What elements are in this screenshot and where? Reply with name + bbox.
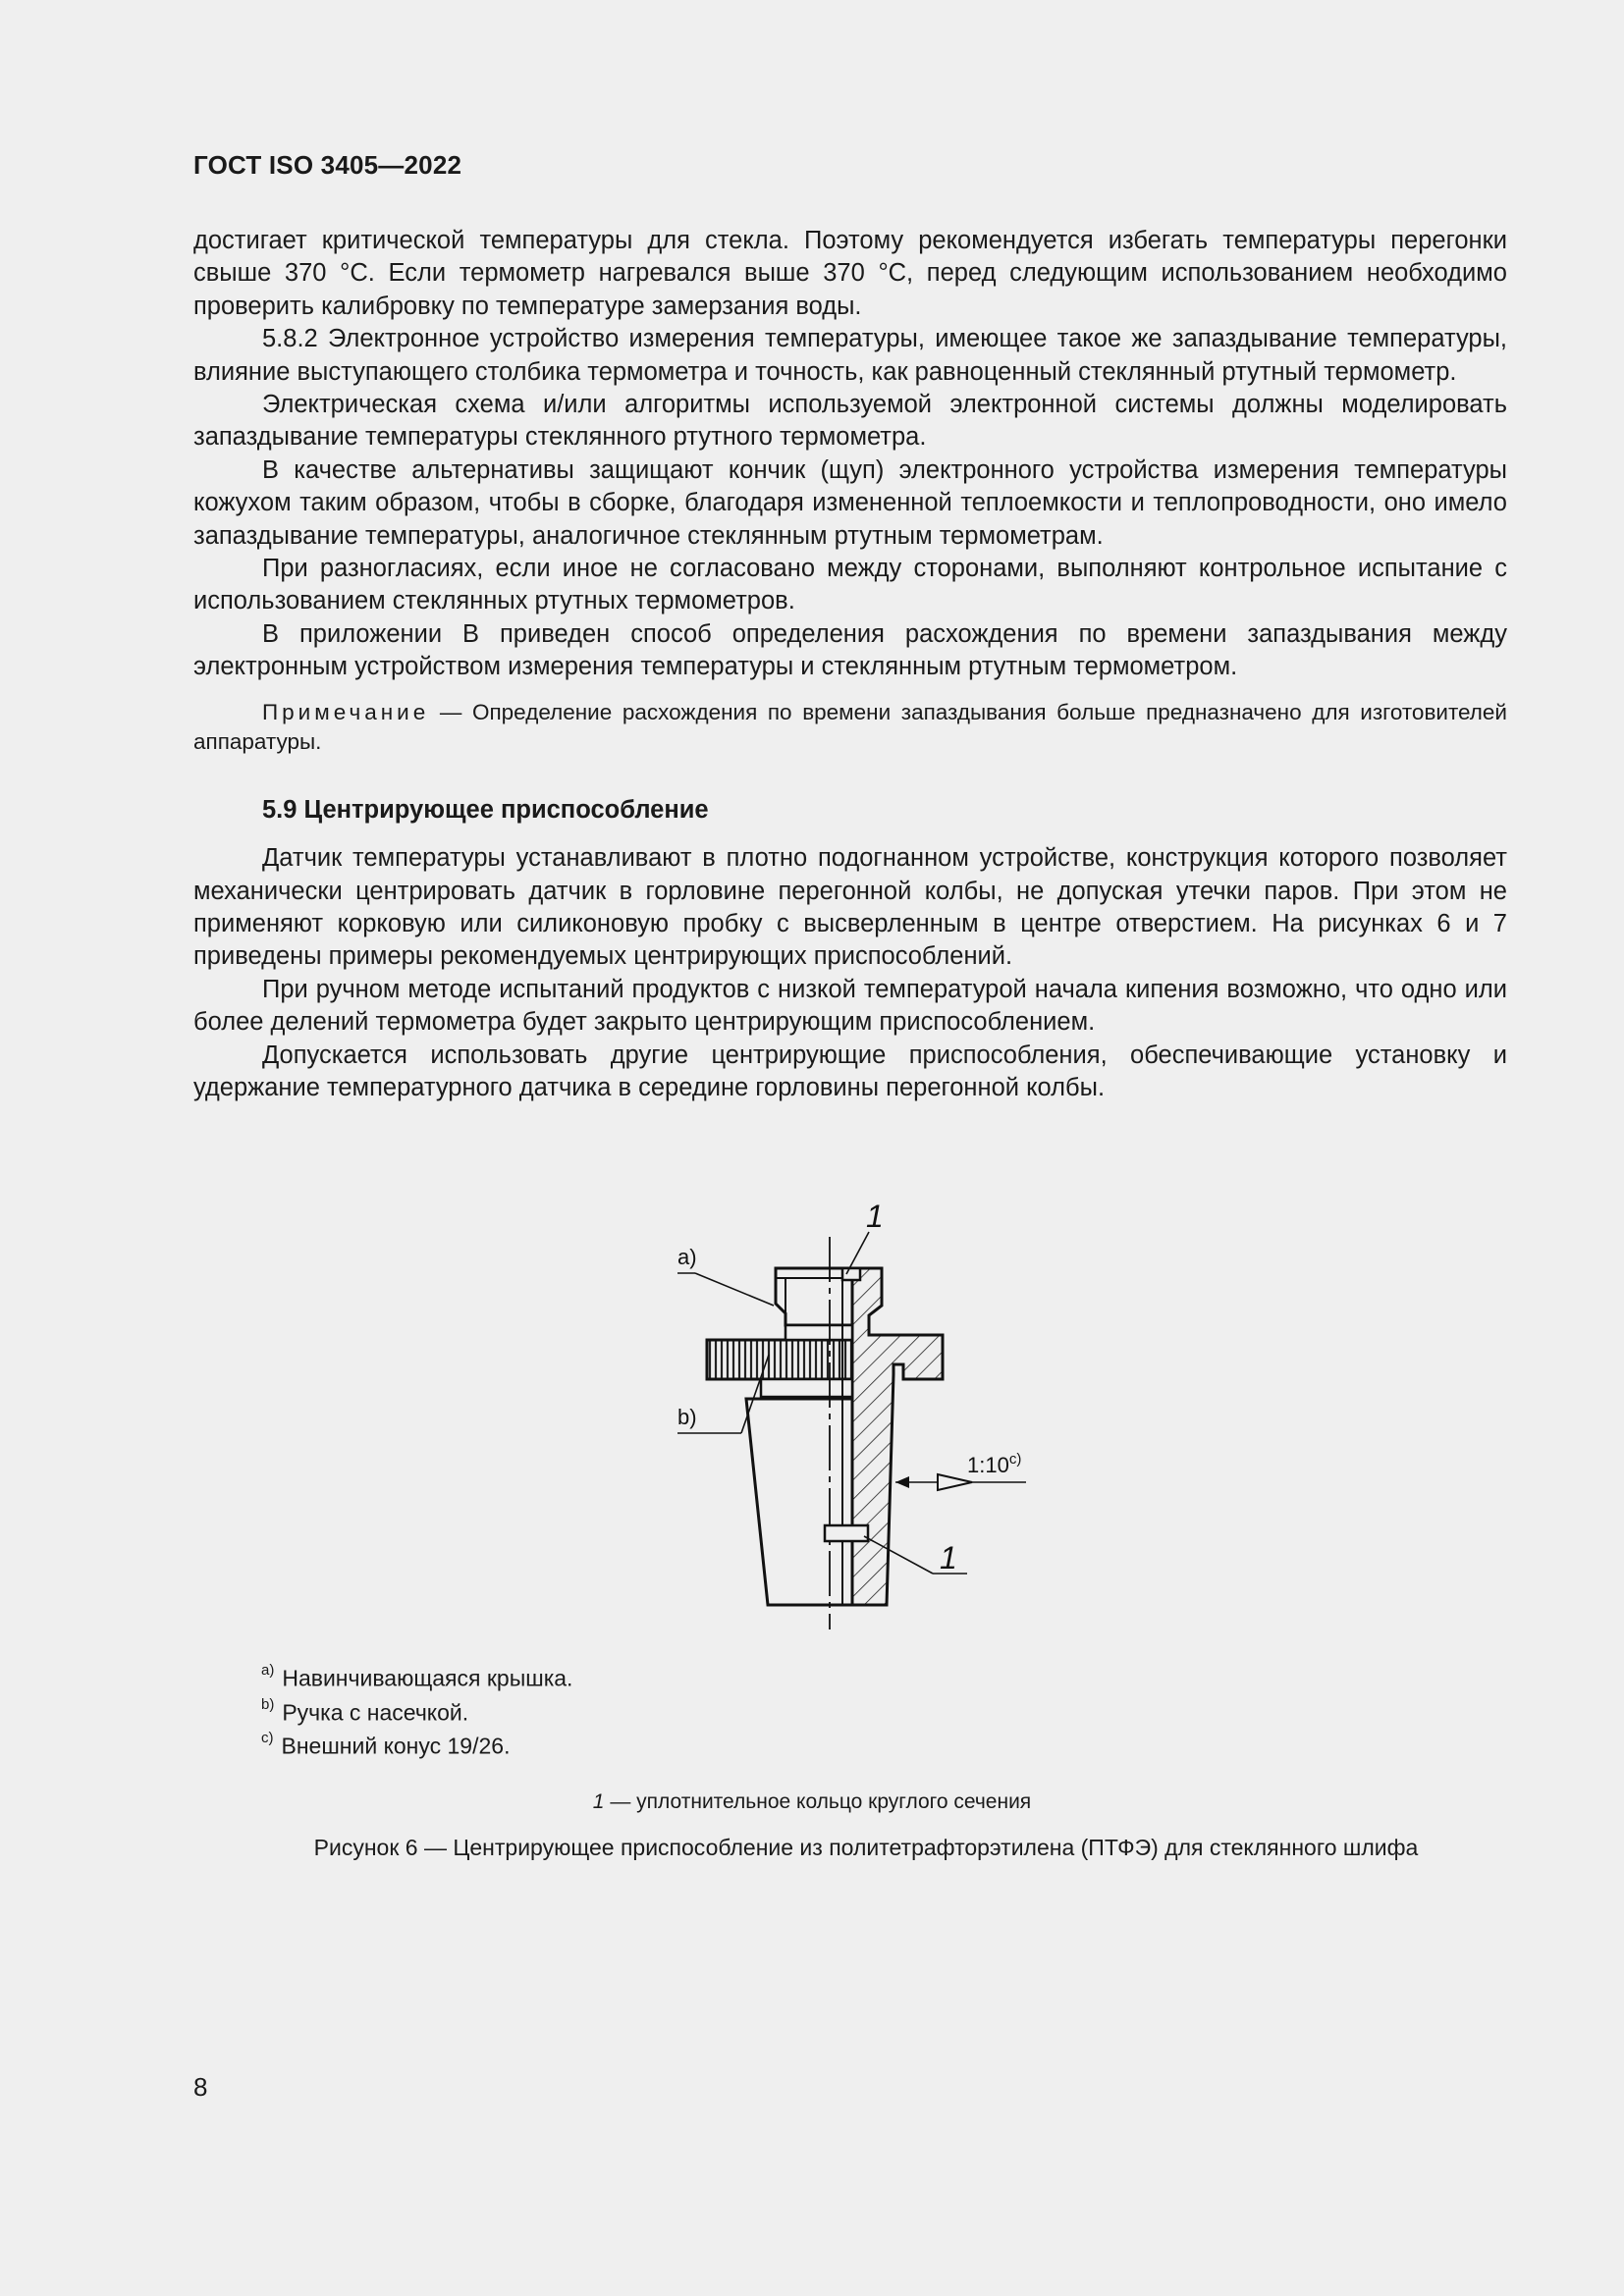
note-label: Примечание [262,699,430,724]
footnote-text: Внешний конус 19/26. [281,1733,511,1759]
footnote-mark: b) [261,1695,275,1713]
footnote-a [261,1659,572,1693]
taper-ratio: 1:10 [967,1453,1009,1477]
legend-text: — уплотнительное кольцо круглого сечения [604,1790,1032,1813]
paragraph-5-8-2: 5.8.2 Электронное устройство измерения температуры, имеющее такое же запаздывание температуры, влияние выступающего столбика термометра и точность, как равноценный стеклянный ртутный термометр. [193,325,1507,386]
figure-footnotes [261,1659,572,1761]
footnote-mark: c) [261,1730,274,1747]
body-text [193,225,1507,1104]
paragraph-sensor: Датчик температуры устанавливают в плотно подогнанном устройстве, конструкция которого позволяет механически центрировать датчик в горловине перегонной колбы, не допуская утечки паров. При этом не применяют корковую или силиконовую пробку с высверленным в центре отверстием. На рисунках 6 и 7 приведены примеры рекомендуемых центрирующих приспособлений. [193,844,1507,971]
paragraph-other-devices: Допускается использовать другие центрирующие приспособления, обеспечивающие установку и удержание температурного датчика в середине горловины перегонной колбы. [193,1041,1507,1101]
footnote-text: Навинчивающаяся крышка. [282,1665,573,1691]
note [193,698,1507,757]
handle-collar [761,1379,852,1397]
taper-footnote-mark: c) [1008,1451,1022,1468]
legend-number: 1 [592,1790,605,1813]
screw-cap [776,1268,852,1325]
note-text: — Определение расхождения по времени запаздывания больше предназначено для изготовителей аппаратуры. [193,699,1507,754]
page-number: 8 [193,2072,208,2102]
o-ring-top [842,1268,860,1280]
label-b: b) [677,1405,697,1429]
figure-caption: Рисунок 6 — Центрирующее приспособление из политетрафторэтилена (ПТФЭ) для стеклянного шлифа [313,1835,1419,1860]
outer-cone-left [746,1399,852,1605]
taper-arrowhead [895,1476,909,1488]
section-title-5-9: 5.9 Центрирующее приспособление [262,795,709,824]
paragraph-1: достигает критической температуры для стекла. Поэтому рекомендуется избегать температуры перегонки свыше 370 °С. Если термометр нагревался выше 370 °С, перед следующим использованием необходимо проверить калибровку по температуре замерзания воды. [193,227,1507,320]
paragraph-manual-method: При ручном методе испытаний продуктов с низкой температурой начала кипения возможно, что одно или более делений термометра будет закрыто центрирующим приспособлением. [193,975,1507,1037]
figure-legend [0,1790,1624,1814]
o-ring-bottom [825,1525,868,1541]
leader-a-arrow [695,1273,774,1306]
centering-device-drawing [628,1183,1080,1644]
paragraph-disagreements: При разногласиях, если иное не согласовано между сторонами, выполняют контрольное испытание с использованием стеклянных ртутных термометров. [193,555,1507,615]
footnote-c [261,1727,572,1761]
paragraph-annex: В приложении В приведен способ определения расхождения по времени запаздывания между электронным устройством измерения температуры и стеклянным ртутным термометром. [193,619,1507,681]
footnote-mark: a) [261,1662,275,1679]
label-a: a) [677,1245,697,1269]
label-1-bottom: 1 [940,1540,957,1575]
footnote-text: Ручка с насечкой. [282,1699,469,1726]
paragraph-alternative: В качестве альтернативы защищают кончик (щуп) электронного устройства измерения температуры кожухом таким образом, чтобы в сборке, благодаря измененной теплоемкости и теплопроводности, оно имело запаздывание температуры, аналогичное стеклянным ртутным термометрам. [193,455,1507,550]
footnote-b [261,1693,572,1728]
paragraph-circuit: Электрическая схема и/или алгоритмы используемой электронной системы должны моделировать запаздывание температуры стеклянного ртутного термометра. [193,391,1507,452]
label-1-top: 1 [866,1199,884,1234]
taper-label [967,1451,1021,1477]
document-header: ГОСТ ISO 3405—2022 [193,150,462,180]
